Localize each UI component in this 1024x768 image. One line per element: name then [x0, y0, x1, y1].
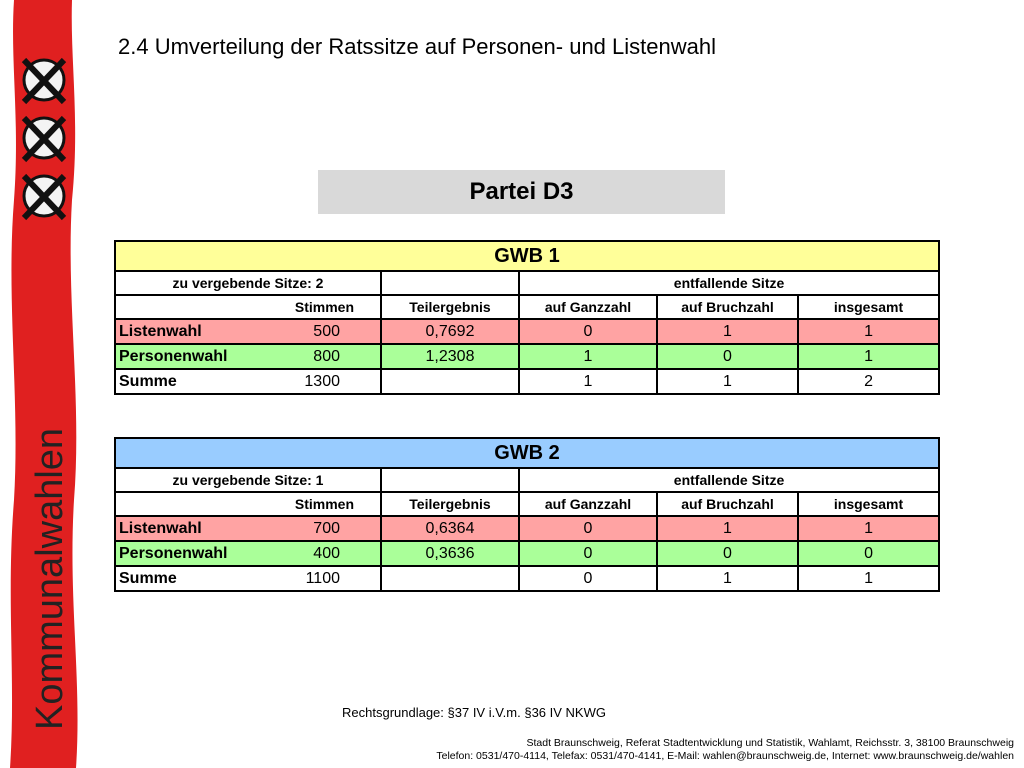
teilergebnis-value: 0,3636 — [381, 541, 519, 566]
bruchzahl-value: 1 — [657, 516, 798, 541]
teilergebnis-value: 1,2308 — [381, 344, 519, 369]
table-row — [115, 516, 939, 541]
insgesamt-value: 1 — [798, 319, 939, 344]
row-label: Summe — [115, 369, 253, 394]
entfallende-header: entfallende Sitze — [519, 271, 939, 295]
gwb2-title: GWB 2 — [115, 438, 939, 468]
stimmen-value: 800 — [253, 344, 381, 369]
footer-address: Stadt Braunschweig, Referat Stadtentwicklung und Statistik, Wahlamt, Reichsstr. 3, 38100 Braunschweig — [526, 737, 1014, 749]
ballot-cross-icon — [24, 176, 64, 218]
legal-basis: Rechtsgrundlage: §37 IV i.V.m. §36 IV NKWG — [342, 705, 606, 720]
stimmen-value: 1100 — [253, 566, 381, 591]
bruchzahl-value: 0 — [657, 541, 798, 566]
row-label: Personenwahl — [115, 344, 253, 369]
ganzzahl-value: 1 — [519, 344, 657, 369]
insgesamt-value: 1 — [798, 566, 939, 591]
stimmen-value: 700 — [253, 516, 381, 541]
table-row — [115, 369, 939, 394]
brand-band — [0, 0, 92, 768]
row-label: Personenwahl — [115, 541, 253, 566]
teilergebnis-value — [381, 369, 519, 394]
col-ganzzahl: auf Ganzzahl — [519, 295, 657, 319]
ganzzahl-value: 0 — [519, 566, 657, 591]
ganzzahl-value: 0 — [519, 319, 657, 344]
col-teilergebnis: Teilergebnis — [381, 295, 519, 319]
table-row — [115, 344, 939, 369]
row-label: Summe — [115, 566, 253, 591]
teilergebnis-value: 0,7692 — [381, 319, 519, 344]
stimmen-value: 400 — [253, 541, 381, 566]
empty-cell — [381, 271, 519, 295]
ballot-cross-icon — [24, 60, 64, 102]
ganzzahl-value: 1 — [519, 369, 657, 394]
ganzzahl-value: 0 — [519, 516, 657, 541]
col-stimmen: Stimmen — [253, 295, 381, 319]
row-label: Listenwahl — [115, 516, 253, 541]
col-insgesamt: insgesamt — [798, 492, 939, 516]
brand-text: Kommunalwahlen — [29, 427, 71, 730]
table-row — [115, 541, 939, 566]
entfallende-header: entfallende Sitze — [519, 468, 939, 492]
gwb1-table — [114, 240, 940, 395]
col-bruchzahl: auf Bruchzahl — [657, 295, 798, 319]
empty-cell — [115, 492, 253, 516]
insgesamt-value: 1 — [798, 516, 939, 541]
page-title: 2.4 Umverteilung der Ratssitze auf Personen- und Listenwahl — [118, 34, 716, 59]
gwb1-seats-label: zu vergebende Sitze: 2 — [115, 271, 381, 295]
insgesamt-value: 1 — [798, 344, 939, 369]
col-teilergebnis: Teilergebnis — [381, 492, 519, 516]
col-bruchzahl: auf Bruchzahl — [657, 492, 798, 516]
ganzzahl-value: 0 — [519, 541, 657, 566]
gwb1-title: GWB 1 — [115, 241, 939, 271]
gwb2-table — [114, 437, 940, 592]
table-row — [115, 319, 939, 344]
stimmen-value: 1300 — [253, 369, 381, 394]
empty-cell — [381, 468, 519, 492]
gwb2-seats-label: zu vergebende Sitze: 1 — [115, 468, 381, 492]
insgesamt-value: 0 — [798, 541, 939, 566]
col-stimmen: Stimmen — [253, 492, 381, 516]
insgesamt-value: 2 — [798, 369, 939, 394]
table-row — [115, 566, 939, 591]
bruchzahl-value: 1 — [657, 369, 798, 394]
col-insgesamt: insgesamt — [798, 295, 939, 319]
party-label: Partei D3 — [318, 170, 725, 214]
footer-contact: Telefon: 0531/470-4114, Telefax: 0531/470-4141, E-Mail: wahlen@braunschweig.de, Internet: www.braunschweig.de/wahlen — [436, 750, 1014, 762]
empty-cell — [115, 295, 253, 319]
stimmen-value: 500 — [253, 319, 381, 344]
bruchzahl-value: 1 — [657, 566, 798, 591]
bruchzahl-value: 1 — [657, 319, 798, 344]
ballot-cross-icon — [24, 118, 64, 160]
teilergebnis-value — [381, 566, 519, 591]
teilergebnis-value: 0,6364 — [381, 516, 519, 541]
row-label: Listenwahl — [115, 319, 253, 344]
col-ganzzahl: auf Ganzzahl — [519, 492, 657, 516]
bruchzahl-value: 0 — [657, 344, 798, 369]
